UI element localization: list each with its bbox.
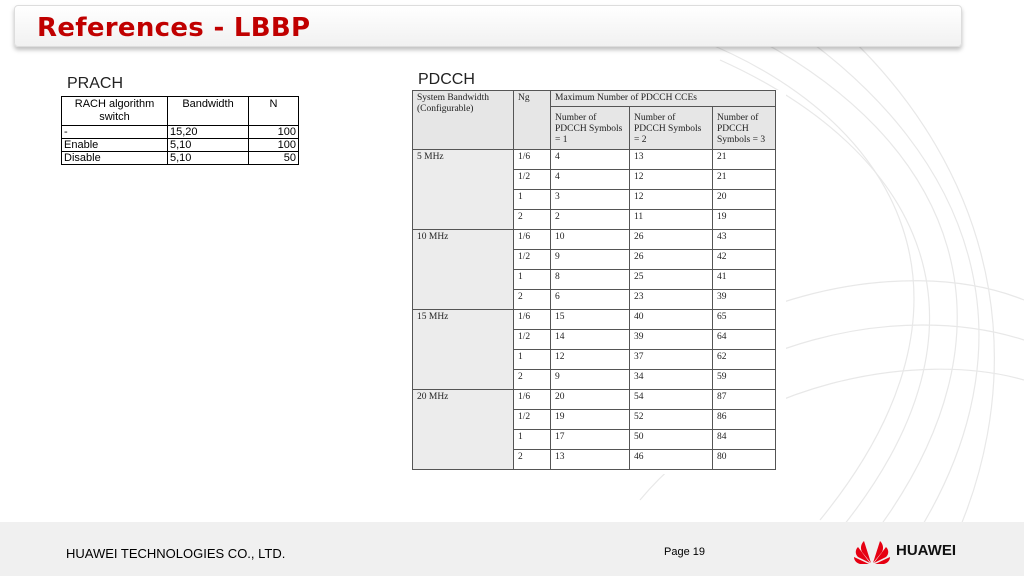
page-number: Page 19 [664, 546, 705, 558]
pdcch-cell-symbols-3: 21 [713, 150, 776, 170]
pdcch-cell-symbols-1: 17 [551, 430, 630, 450]
pdcch-cell-ng: 2 [514, 210, 551, 230]
pdcch-cell-symbols-3: 65 [713, 310, 776, 330]
pdcch-cell-symbols-2: 50 [630, 430, 713, 450]
pdcch-cell-ng: 1 [514, 430, 551, 450]
huawei-logo-icon [852, 535, 892, 565]
pdcch-cell-symbols-1: 15 [551, 310, 630, 330]
table-row [62, 139, 299, 152]
pdcch-cell-symbols-2: 11 [630, 210, 713, 230]
pdcch-cell-symbols-1: 12 [551, 350, 630, 370]
pdcch-cell-symbols-2: 23 [630, 290, 713, 310]
pdcch-cell-symbols-2: 34 [630, 370, 713, 390]
pdcch-cell-symbols-3: 62 [713, 350, 776, 370]
pdcch-cell-symbols-1: 4 [551, 170, 630, 190]
pdcch-cell-bandwidth: 10 MHz [413, 230, 514, 310]
pdcch-cell-symbols-1: 6 [551, 290, 630, 310]
pdcch-cell-symbols-1: 19 [551, 410, 630, 430]
pdcch-cell-symbols-1: 2 [551, 210, 630, 230]
prach-cell-n: 100 [249, 139, 299, 152]
pdcch-cell-bandwidth: 15 MHz [413, 310, 514, 390]
pdcch-cell-symbols-1: 9 [551, 250, 630, 270]
table-row [413, 310, 776, 330]
pdcch-cell-symbols-2: 26 [630, 230, 713, 250]
pdcch-cell-ng: 1/6 [514, 390, 551, 410]
table-row [413, 390, 776, 410]
pdcch-cell-symbols-1: 14 [551, 330, 630, 350]
prach-label: PRACH [67, 75, 124, 92]
pdcch-cell-ng: 2 [514, 450, 551, 470]
pdcch-cell-symbols-3: 59 [713, 370, 776, 390]
pdcch-header-ng: Ng [514, 91, 551, 150]
pdcch-cell-symbols-1: 4 [551, 150, 630, 170]
pdcch-cell-symbols-3: 39 [713, 290, 776, 310]
table-row [62, 126, 299, 139]
pdcch-header-symbols-3: Number of PDCCH Symbols = 3 [713, 107, 776, 150]
pdcch-cell-ng: 1/2 [514, 330, 551, 350]
prach-cell-bandwidth: 5,10 [168, 139, 249, 152]
pdcch-cell-symbols-1: 20 [551, 390, 630, 410]
pdcch-cell-ng: 1/2 [514, 250, 551, 270]
pdcch-cell-symbols-3: 84 [713, 430, 776, 450]
pdcch-cell-symbols-2: 25 [630, 270, 713, 290]
pdcch-cell-symbols-2: 39 [630, 330, 713, 350]
pdcch-cell-bandwidth: 5 MHz [413, 150, 514, 230]
table-row [413, 230, 776, 250]
pdcch-cell-symbols-2: 54 [630, 390, 713, 410]
pdcch-header-symbols-1: Number of PDCCH Symbols = 1 [551, 107, 630, 150]
prach-cell-bandwidth: 15,20 [168, 126, 249, 139]
pdcch-header-bandwidth: System Bandwidth (Configurable) [413, 91, 514, 150]
pdcch-cell-symbols-3: 87 [713, 390, 776, 410]
pdcch-header-symbols-2: Number of PDCCH Symbols = 2 [630, 107, 713, 150]
pdcch-cell-ng: 2 [514, 370, 551, 390]
pdcch-cell-bandwidth: 20 MHz [413, 390, 514, 470]
pdcch-table [412, 90, 776, 470]
pdcch-cell-symbols-2: 12 [630, 190, 713, 210]
prach-cell-n: 50 [249, 152, 299, 165]
pdcch-cell-symbols-3: 64 [713, 330, 776, 350]
pdcch-header-max: Maximum Number of PDCCH CCEs [551, 91, 776, 107]
pdcch-cell-symbols-2: 40 [630, 310, 713, 330]
pdcch-cell-symbols-2: 12 [630, 170, 713, 190]
prach-header-bandwidth: Bandwidth [168, 97, 249, 126]
prach-cell-switch: - [62, 126, 168, 139]
pdcch-cell-ng: 1 [514, 350, 551, 370]
table-row [413, 150, 776, 170]
pdcch-cell-symbols-1: 9 [551, 370, 630, 390]
pdcch-cell-ng: 1 [514, 270, 551, 290]
pdcch-cell-ng: 1/6 [514, 150, 551, 170]
page-title: References - LBBP [37, 13, 311, 43]
pdcch-cell-ng: 2 [514, 290, 551, 310]
pdcch-cell-symbols-2: 37 [630, 350, 713, 370]
pdcch-cell-symbols-3: 86 [713, 410, 776, 430]
prach-header-row [62, 97, 299, 126]
pdcch-cell-symbols-3: 19 [713, 210, 776, 230]
pdcch-header-row [413, 91, 776, 107]
company-name: HUAWEI TECHNOLOGIES CO., LTD. [66, 546, 286, 561]
pdcch-table-image [410, 90, 786, 474]
pdcch-cell-symbols-1: 10 [551, 230, 630, 250]
pdcch-cell-symbols-2: 26 [630, 250, 713, 270]
pdcch-cell-symbols-3: 41 [713, 270, 776, 290]
prach-table [61, 96, 299, 165]
prach-cell-bandwidth: 5,10 [168, 152, 249, 165]
pdcch-cell-ng: 1/6 [514, 310, 551, 330]
pdcch-cell-ng: 1/2 [514, 170, 551, 190]
pdcch-cell-ng: 1/6 [514, 230, 551, 250]
pdcch-cell-symbols-3: 43 [713, 230, 776, 250]
pdcch-label: PDCCH [418, 71, 475, 88]
pdcch-cell-symbols-3: 42 [713, 250, 776, 270]
pdcch-cell-symbols-3: 80 [713, 450, 776, 470]
pdcch-cell-symbols-2: 52 [630, 410, 713, 430]
prach-header-switch: RACH algorithm switch [62, 97, 168, 126]
pdcch-cell-symbols-2: 46 [630, 450, 713, 470]
pdcch-cell-symbols-2: 13 [630, 150, 713, 170]
pdcch-cell-symbols-1: 13 [551, 450, 630, 470]
brand-name: HUAWEI [896, 542, 956, 559]
pdcch-cell-symbols-3: 20 [713, 190, 776, 210]
title-bar [14, 5, 962, 47]
prach-cell-switch: Disable [62, 152, 168, 165]
prach-cell-switch: Enable [62, 139, 168, 152]
table-row [62, 152, 299, 165]
pdcch-cell-ng: 1/2 [514, 410, 551, 430]
prach-header-n: N [249, 97, 299, 126]
prach-cell-n: 100 [249, 126, 299, 139]
pdcch-cell-symbols-1: 8 [551, 270, 630, 290]
pdcch-cell-symbols-3: 21 [713, 170, 776, 190]
pdcch-cell-ng: 1 [514, 190, 551, 210]
pdcch-cell-symbols-1: 3 [551, 190, 630, 210]
